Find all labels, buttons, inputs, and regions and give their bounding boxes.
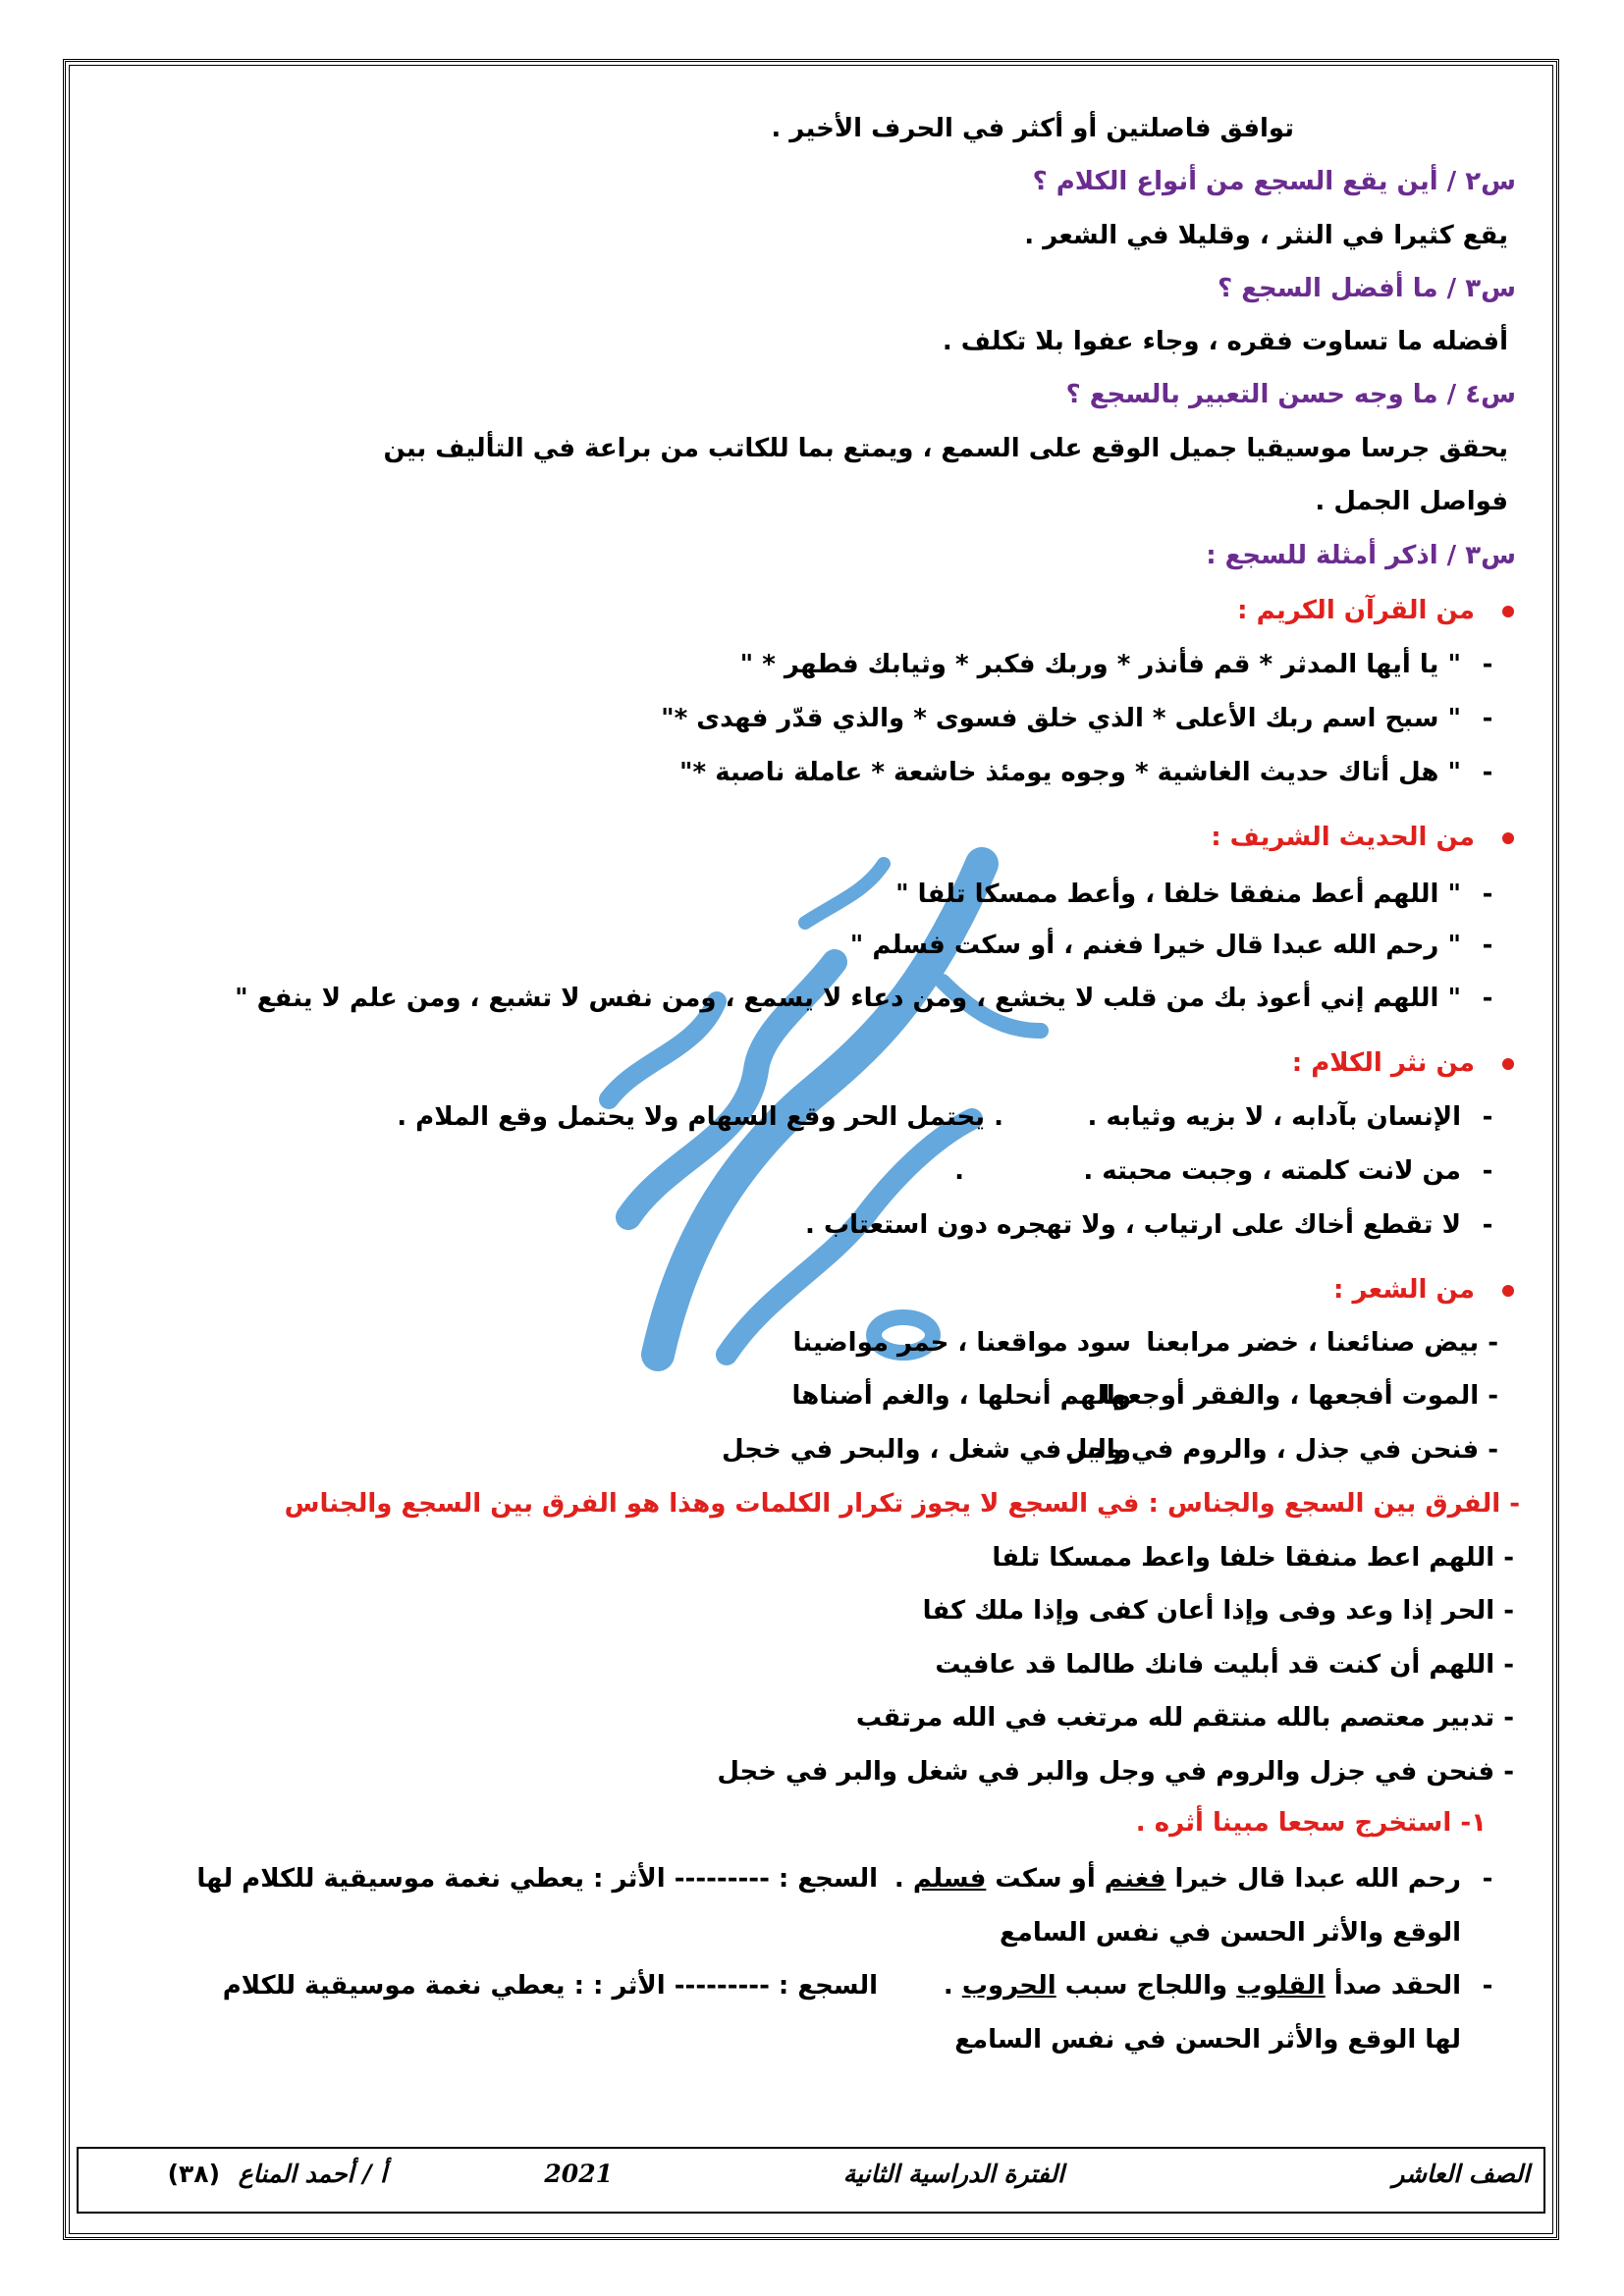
- quran-item: -" سبح اسم ربك الأعلى * الذي خلق فسوى * والذي قدّر فهدى *": [661, 704, 1493, 733]
- definition-line: توافق فاصلتين أو أكثر في الحرف الأخير .: [771, 114, 1294, 143]
- exercise-2-answer-cont: لها الوقع والأثر الحسن في نفس السامع: [954, 2025, 1461, 2055]
- bullet-icon: [1502, 832, 1514, 844]
- verse-second-half: سود مواقعنا ، حمر مواضينا: [792, 1328, 1131, 1358]
- difference-item: - اللهم اعط منفقا خلفا واعط ممسكا تلفا: [992, 1543, 1514, 1573]
- answer-2: يقع كثيرا في النثر ، وقليلا في الشعر .: [1024, 221, 1508, 250]
- question-5: س٣ / اذكر أمثلة للسجع :: [1206, 541, 1516, 570]
- answer-4-line-2: فواصل الجمل .: [1315, 487, 1508, 516]
- quran-item: -" هل أتاك حديث الغاشية * وجوه يومئذ خاشعة * عاملة ناصبة *": [679, 758, 1493, 787]
- exercise-1-sentence: -رحم الله عبدا قال خيرا فغنم أو سكت فسلم .: [893, 1864, 1493, 1894]
- hadith-item: -" اللهم إني أعوذ بك من قلب لا يخشع ، ومن دعاء لا يسمع ، ومن نفس لا تشبع ، ومن علم لا ينفع ": [235, 984, 1493, 1013]
- prose-item: -من لانت كلمته ، وجبت محبته .: [1083, 1156, 1493, 1186]
- difference-item: - تدبير معتصم بالله منتقم لله مرتغب في الله مرتقب: [855, 1703, 1514, 1733]
- answer-3: أفضله ما تساوت فقره ، وجاء عفوا بلا تكلف .: [942, 327, 1508, 356]
- section-quran-title: من القرآن الكريم :: [1237, 594, 1514, 627]
- prose-item-second: . يحتمل الحر وقع السهام ولا يحتمل وقع الملام .: [397, 1102, 1003, 1132]
- footer-year: 2021: [544, 2160, 613, 2188]
- section-poetry-title: من الشعر :: [1333, 1273, 1514, 1307]
- bullet-icon: [1502, 606, 1514, 617]
- prose-item: -الإنسان بآدابه ، لا بزيه وثيابه .: [1087, 1102, 1493, 1132]
- exercise-2-sentence: -الحقد صدأ القلوب واللجاج سبب الحروب .: [943, 1971, 1493, 2001]
- question-4: س٤ / ما وجه حسن التعبير بالسجع ؟: [1065, 380, 1516, 409]
- difference-item: - اللهم أن كنت قد أبليت فانك طالما قد عافيت: [935, 1650, 1514, 1680]
- hadith-item: -" رحم الله عبدا قال خيرا فغنم ، أو سكت فسلم ": [849, 931, 1493, 960]
- quran-item: -" يا أيها المدثر * قم فأنذر * وربك فكبر * وثيابك فطهر * ": [739, 650, 1493, 679]
- prose-item-second: .: [954, 1156, 964, 1186]
- exercise-1-answer: السجع : --------- الأثر : يعطي نغمة موسيقية للكلام لها: [196, 1864, 878, 1894]
- page-number: (٣٨): [167, 2160, 220, 2188]
- bullet-icon: [1502, 1285, 1514, 1297]
- difference-item: - فنحن في جزل والروم في وجل والبر في شغل والبر في خجل: [717, 1757, 1514, 1787]
- difference-title: - الفرق بين السجع والجناس : في السجع لا يجوز تكرار الكلمات وهذا هو الفرق بين السجع والجناس: [284, 1489, 1520, 1519]
- question-3: س٣ / ما أفضل السجع ؟: [1218, 274, 1516, 303]
- section-prose-title: من نثر الكلام :: [1292, 1046, 1514, 1080]
- bullet-icon: [1502, 1058, 1514, 1070]
- verse-first-half: - فنحن في جذل ، والروم في وجل: [1064, 1435, 1498, 1465]
- exercise-2-answer: السجع : --------- الأثر : : يعطي نغمة موسيقية للكلام: [222, 1971, 878, 2001]
- verse-first-half: - الموت أفجعها ، والفقر أوجعها: [1101, 1381, 1498, 1411]
- hadith-item: -" اللهم أعط منفقا خلفا ، وأعط ممسكا تلفا ": [895, 880, 1493, 909]
- exercise-1-answer-cont: الوقع والأثر الحسن في نفس السامع: [1000, 1918, 1461, 1948]
- answer-4-line-1: يحقق جرسا موسيقيا جميل الوقع على السمع ، ويمتع بما للكاتب من براعة في التأليف بين: [383, 434, 1508, 463]
- footer-grade: الصف العاشر: [1392, 2160, 1530, 2188]
- footer-term: الفترة الدراسية الثانية: [842, 2160, 1064, 2188]
- verse-second-half: والبر في شغل ، والبحر في خجل: [722, 1435, 1131, 1465]
- verse-second-half: والهم أنحلها ، والغم أضناها: [791, 1381, 1131, 1411]
- footer-teacher: أ / أحمد المناع: [238, 2160, 387, 2188]
- exercise-title: ١- استخرج سجعا مبينا أثره .: [1135, 1808, 1487, 1838]
- section-hadith-title: من الحديث الشريف :: [1211, 821, 1514, 854]
- question-2: س٢ / أين يقع السجع من أنواع الكلام ؟: [1032, 167, 1516, 196]
- verse-first-half: - بيض صنائعنا ، خضر مرابعنا: [1146, 1328, 1498, 1358]
- difference-item: - الحر إذا وعد وفى وإذا أعان كفى وإذا ملك كفا: [922, 1596, 1514, 1626]
- prose-item: -لا تقطع أخاك على ارتياب ، ولا تهجره دون استعتاب .: [805, 1210, 1493, 1240]
